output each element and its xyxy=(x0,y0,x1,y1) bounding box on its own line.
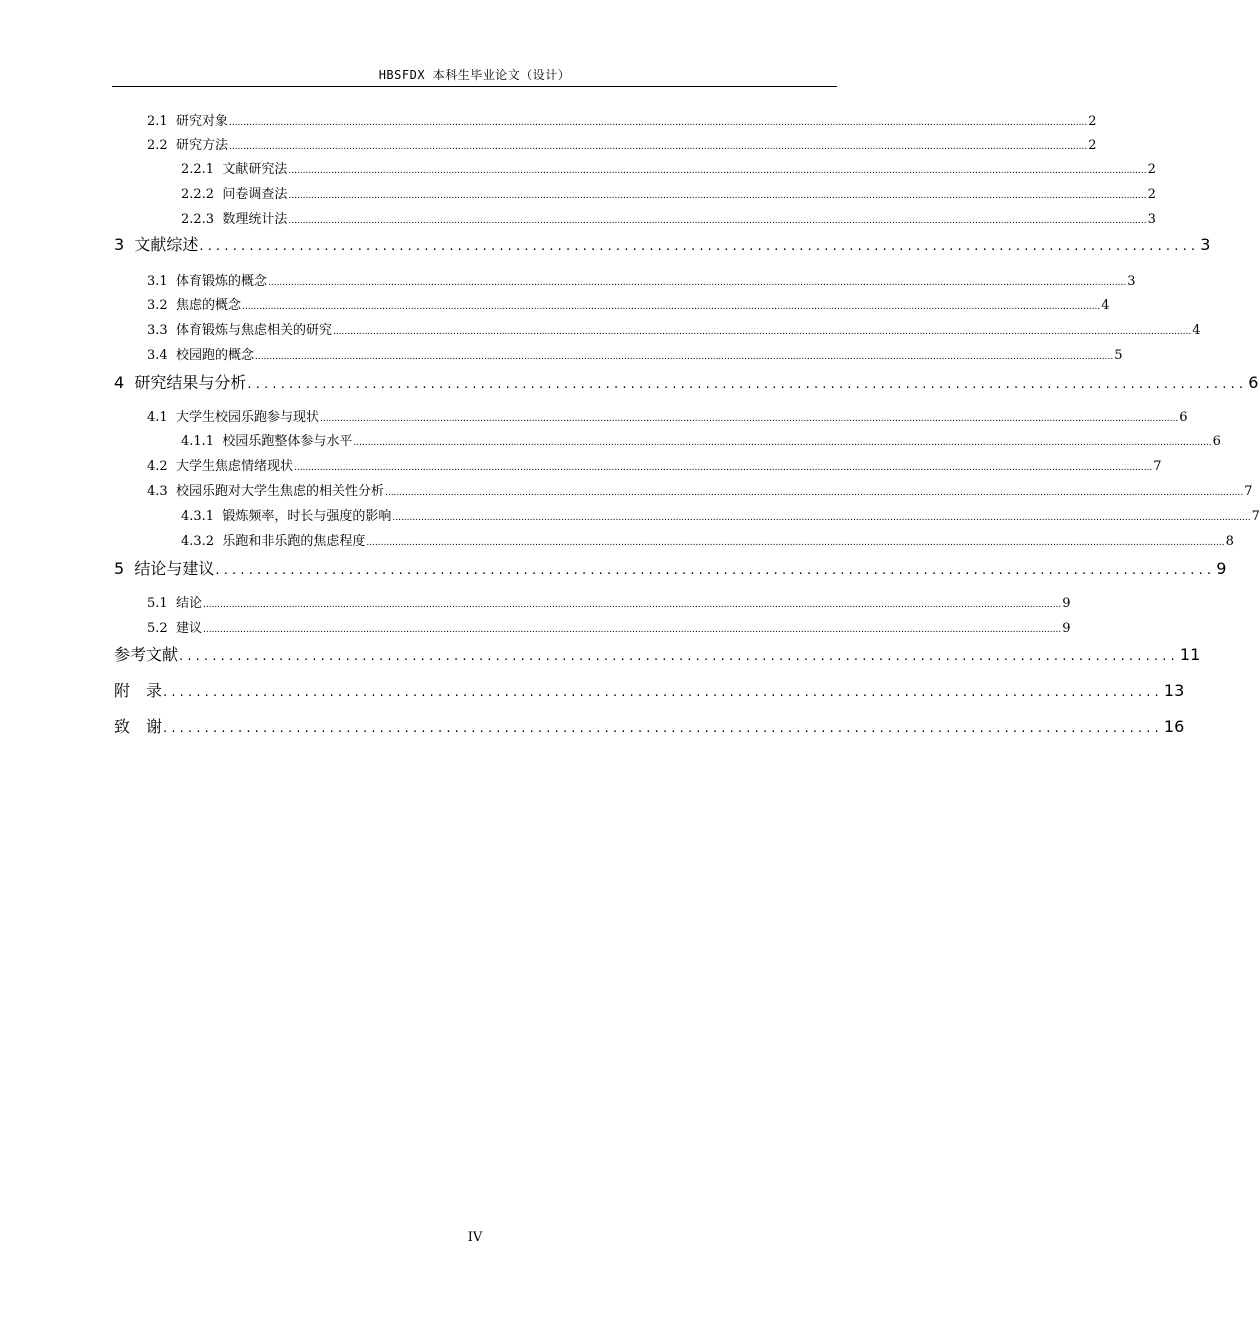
toc-entry-page: 6 xyxy=(1248,373,1259,392)
toc-entry[interactable] xyxy=(181,505,1260,524)
toc-entry-text: 校园乐跑整体参与水平 xyxy=(222,434,353,449)
toc-entry-text: 大学生焦虑情绪现状 xyxy=(175,459,293,474)
toc-leader-dots: ........................................................................................................................ xyxy=(247,377,1248,392)
toc-entry-number: 3.1 xyxy=(147,274,168,289)
toc-leader-dots: ............................................................................................................................................................................................................................................................................................................ xyxy=(392,513,1251,523)
toc-leader-dots: ........................................................................................................................ xyxy=(163,721,1163,736)
toc-entry-text: 文献综述 xyxy=(134,235,199,254)
toc-entry-title xyxy=(114,642,178,665)
toc-entry-text: 建议 xyxy=(175,621,202,636)
toc-leader-dots: ........................................................................................................................ xyxy=(179,649,1179,664)
toc-entry[interactable] xyxy=(181,158,1156,177)
toc-entry-number: 3.2 xyxy=(147,298,168,313)
toc-entry-number: 3.3 xyxy=(147,323,168,338)
toc-entry[interactable] xyxy=(114,370,1259,393)
toc-entry-text: 数理统计法 xyxy=(222,212,288,227)
toc-entry-number: 2.2 xyxy=(147,138,168,153)
toc-leader-dots: ............................................................................................................................................................................................................................................................................................................ xyxy=(288,216,1147,226)
toc-entry[interactable] xyxy=(114,714,1185,737)
toc-leader-dots: ............................................................................................................................................................................................................................................................................................................ xyxy=(202,600,1062,610)
toc-entry-title xyxy=(147,110,228,129)
toc-entry-text: 参考文献 xyxy=(114,645,179,664)
toc-entry-number: 4.1 xyxy=(147,410,168,425)
toc-entry-title xyxy=(181,183,287,202)
toc-entry[interactable] xyxy=(114,556,1227,579)
toc-entry-page: 7 xyxy=(1251,509,1260,524)
toc-entry-title xyxy=(114,370,246,393)
toc-entry-page: 7 xyxy=(1244,484,1253,499)
toc-entry-title xyxy=(147,455,293,474)
toc-entry-title xyxy=(114,232,198,255)
toc-entry-title xyxy=(114,678,162,701)
toc-entry[interactable] xyxy=(147,406,1188,425)
toc-entry-page: 8 xyxy=(1225,534,1234,549)
header-title: HBSFDX 本科生毕业论文（设计） xyxy=(378,68,571,82)
toc-entry-title xyxy=(181,158,287,177)
toc-entry-page: 2 xyxy=(1088,114,1097,129)
toc-entry-title xyxy=(147,617,202,636)
toc-entry-number: 4.3.1 xyxy=(181,509,215,524)
toc-leader-dots: ........................................................................................................................ xyxy=(163,685,1163,700)
toc-entry-number: 4.3.2 xyxy=(181,534,215,549)
toc-entry[interactable] xyxy=(181,208,1156,227)
toc-entry-text: 附 录 xyxy=(114,681,163,700)
toc-entry-title xyxy=(181,505,391,524)
toc-entry-text: 大学生校园乐跑参与现状 xyxy=(175,410,319,425)
toc-entry[interactable] xyxy=(147,592,1071,611)
toc-leader-dots: ............................................................................................................................................................................................................................................................................................................ xyxy=(288,191,1147,201)
toc-entry-text: 校园跑的概念 xyxy=(175,348,254,363)
page-number: IV xyxy=(467,1230,483,1245)
toc-entry-page: 9 xyxy=(1062,596,1071,611)
toc-entry-number: 3.4 xyxy=(147,348,168,363)
toc-entry-number: 2.2.1 xyxy=(181,162,215,177)
toc-entry-number: 2.1 xyxy=(147,114,168,129)
toc-entry-text: 锻炼频率，时长与强度的影响 xyxy=(222,509,392,524)
toc-entry-number: 2.2.2 xyxy=(181,187,215,202)
toc-leader-dots: ............................................................................................................................................................................................................................................................................................................ xyxy=(319,414,1179,424)
toc-entry-number: 2.2.3 xyxy=(181,212,215,227)
toc-entry[interactable] xyxy=(181,430,1221,449)
toc-entry-text: 研究对象 xyxy=(175,114,228,129)
toc-leader-dots: ............................................................................................................................................................................................................................................................................................................ xyxy=(293,463,1153,473)
toc-entry-text: 体育锻炼与焦虑相关的研究 xyxy=(175,323,332,338)
toc-entry-text: 问卷调查法 xyxy=(222,187,288,202)
toc-entry[interactable] xyxy=(114,678,1185,701)
toc-entry-number: 4.3 xyxy=(147,484,168,499)
toc-entry[interactable] xyxy=(181,530,1234,549)
toc-entry-title xyxy=(147,319,332,338)
toc-leader-dots: ............................................................................................................................................................................................................................................................................................................ xyxy=(228,142,1088,152)
toc-leader-dots: ............................................................................................................................................................................................................................................................................................................ xyxy=(241,302,1101,312)
toc-leader-dots: ............................................................................................................................................................................................................................................................................................................ xyxy=(353,438,1212,448)
toc-entry[interactable] xyxy=(147,110,1097,129)
toc-entry-page: 4 xyxy=(1192,323,1201,338)
toc-entry-page: 6 xyxy=(1212,434,1221,449)
toc-entry-page: 13 xyxy=(1163,681,1185,700)
toc-entry-number: 3 xyxy=(114,235,125,254)
toc-entry[interactable] xyxy=(147,270,1136,289)
toc-entry-page: 2 xyxy=(1147,187,1156,202)
toc-entry-page: 2 xyxy=(1147,162,1156,177)
toc-entry[interactable] xyxy=(147,134,1097,153)
toc-entry-text: 焦虑的概念 xyxy=(175,298,241,313)
toc-entry[interactable] xyxy=(181,183,1156,202)
toc-entry-title xyxy=(181,430,352,449)
toc-entry-text: 校园乐跑对大学生焦虑的相关性分析 xyxy=(175,484,384,499)
toc-entry-title xyxy=(147,294,241,313)
toc-entry-text: 乐跑和非乐跑的焦虑程度 xyxy=(222,534,366,549)
toc-entry[interactable] xyxy=(147,480,1253,499)
toc-entry-text: 体育锻炼的概念 xyxy=(175,274,267,289)
page-footer xyxy=(0,1230,950,1245)
toc-entry-text: 致 谢 xyxy=(114,717,163,736)
toc-leader-dots: ............................................................................................................................................................................................................................................................................................................ xyxy=(267,278,1127,288)
toc-leader-dots: ............................................................................................................................................................................................................................................................................................................ xyxy=(384,488,1244,498)
toc-entry-number: 5.1 xyxy=(147,596,168,611)
toc-entry-page: 6 xyxy=(1179,410,1188,425)
toc-entry-page: 9 xyxy=(1062,621,1071,636)
toc-entry-title xyxy=(114,714,162,737)
toc-leader-dots: ............................................................................................................................................................................................................................................................................................................ xyxy=(366,538,1225,548)
toc-leader-dots: ........................................................................................................................ xyxy=(215,563,1216,578)
toc-entry-title xyxy=(147,592,202,611)
toc-entry-number: 4.2 xyxy=(147,459,168,474)
toc-leader-dots: ............................................................................................................................................................................................................................................................................................................ xyxy=(254,352,1114,362)
toc-leader-dots: ............................................................................................................................................................................................................................................................................................................ xyxy=(202,625,1062,635)
toc-entry-text: 结论 xyxy=(175,596,202,611)
toc-entry-title xyxy=(147,134,228,153)
toc-entry-page: 11 xyxy=(1179,645,1201,664)
toc-entry[interactable] xyxy=(147,294,1110,313)
toc-entry-title xyxy=(181,530,365,549)
toc-entry-number: 4 xyxy=(114,373,125,392)
toc-entry-title xyxy=(147,480,384,499)
toc-entry[interactable] xyxy=(147,455,1162,474)
toc-entry-text: 结论与建议 xyxy=(134,559,215,578)
toc-entry-page: 4 xyxy=(1101,298,1110,313)
toc-entry-page: 5 xyxy=(1114,348,1123,363)
toc-leader-dots: ........................................................................................................................ xyxy=(199,239,1200,254)
toc-entry-page: 3 xyxy=(1147,212,1156,227)
toc-entry-text: 研究结果与分析 xyxy=(134,373,247,392)
toc-entry-title xyxy=(147,344,254,363)
toc-entry-title xyxy=(147,270,267,289)
toc-entry-number: 5 xyxy=(114,559,125,578)
toc-entry[interactable] xyxy=(114,232,1211,255)
toc-entry-text: 文献研究法 xyxy=(222,162,288,177)
toc-leader-dots: ............................................................................................................................................................................................................................................................................................................ xyxy=(228,118,1088,128)
toc-entry-page: 7 xyxy=(1153,459,1162,474)
toc-entry[interactable] xyxy=(147,617,1071,636)
toc-leader-dots: ............................................................................................................................................................................................................................................................................................................ xyxy=(332,327,1192,337)
toc-entry-title xyxy=(114,556,214,579)
toc-entry-page: 2 xyxy=(1088,138,1097,153)
toc-entry-page: 3 xyxy=(1200,235,1211,254)
toc-entry-page: 3 xyxy=(1127,274,1136,289)
toc-entry[interactable] xyxy=(147,344,1123,363)
toc-entry-title xyxy=(181,208,287,227)
toc-entry-title xyxy=(147,406,319,425)
toc-entry[interactable] xyxy=(147,319,1201,338)
toc-entry-page: 9 xyxy=(1216,559,1227,578)
toc-entry-page: 16 xyxy=(1163,717,1185,736)
toc-entry-number: 5.2 xyxy=(147,621,168,636)
toc-entry-number: 4.1.1 xyxy=(181,434,215,449)
toc-entry-text: 研究方法 xyxy=(175,138,228,153)
toc-entry[interactable] xyxy=(114,642,1201,665)
toc-leader-dots: ............................................................................................................................................................................................................................................................................................................ xyxy=(288,166,1147,176)
